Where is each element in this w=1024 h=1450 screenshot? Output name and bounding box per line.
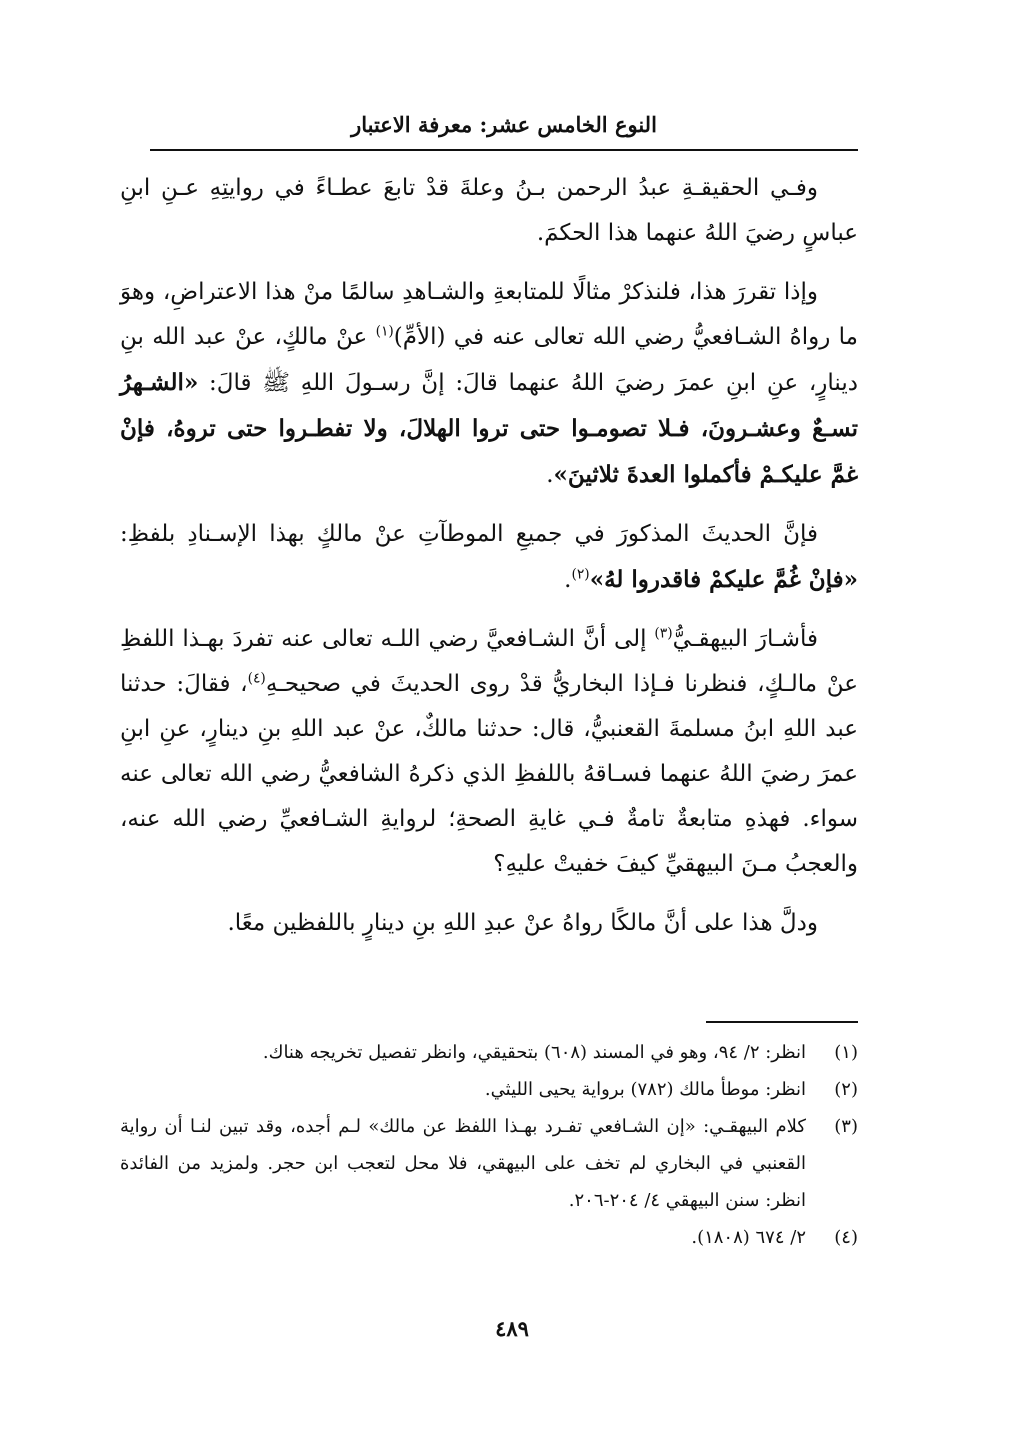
footnote-number: (٢) [834,1079,858,1100]
footnote-3 [120,1108,858,1219]
footnote-2 [120,1071,858,1108]
header-rule [150,149,858,151]
footnote-number: (٣) [834,1116,858,1137]
paragraph-3-end: . [564,567,572,593]
footnote-ref-4[interactable]: (٤) [247,670,266,687]
paragraph-1 [120,166,858,256]
paragraph-3-part-a: فإنَّ الحديثَ المذكورَ في جميعِ الموطآتِ عنْ مالكٍ بهذا الإسـنادِ بلفظِ: [120,521,818,547]
footnote-separator [706,1021,858,1023]
footnote-text: انظر: ٢/ ٩٤، وهو في المسند (٦٠٨) بتحقيقي، وانظر تفصيل تخريجه هناك. [262,1042,806,1063]
footnote-text: كلام البيهقـي: «إن الشـافعي تفـرد بهـذا اللفظ عن مالك» لـم أجده، وقد تبين لنـا أن رواية القعنبي في البخاري لم تخف على البيهقي، فلا محل لتعجب ابن حجر. ولمزيد من الفائدة انظر: سنن البيهقي ٤/ ٢٠٤-٢٠٦. [120,1116,806,1211]
paragraph-2-part-a: وإذا تقررَ هذا، فلنذكرْ مثالًا للمتابعةِ والشـاهدِ سالمًا منْ هذا الاعتراضِ، وهوَ ما رواهُ الشـافعيُّ رضي الله تعالى عنه في (الأمِّ) [120,279,858,350]
footnote-1 [120,1034,858,1071]
footnotes [120,1034,858,1256]
hadith-quote-1: «الشـهرُ تسـعٌ وعشـرونَ، فـلا تصومـوا حتى تروا الهلالَ، ولا تفطـروا حتى تروهُ، فإنْ غمَّ عليكـمْ فأكملوا العدةَ ثلاثينَ» [120,369,858,488]
page-number: ٤٨٩ [495,1316,529,1341]
paragraph-5-text: ودلَّ هذا على أنَّ مالكًا رواهُ عنْ عبدِ اللهِ بنِ دينارٍ باللفظين معًا. [227,910,818,936]
paragraph-4-part-c: ، فقالَ: حدثنا عبد اللهِ ابنُ مسلمةَ القعنبيُّ، قال: حدثنا مالكٌ، عنْ عبد اللهِ بنِ دينارٍ، عنِ ابنِ عمرَ رضيَ اللهُ عنهما فسـاقهُ باللفظِ الذي ذكرهُ الشافعيُّ رضي الله تعالى عنه سواء. فهذهِ متابعةٌ تامةٌ فـي غايةِ الصحةِ؛ لروايةِ الشـافعيِّ رضي الله عنه، والعجبُ مـنَ البيهقيِّ كيفَ خفيتْ عليهِ؟ [120,671,858,877]
hadith-quote-2: «فإنْ غُمَّ عليكمْ فاقدروا لهُ» [589,566,858,593]
footnote-number: (٤) [834,1227,858,1248]
footnote-ref-2[interactable]: (٢) [571,566,590,583]
paragraph-3 [120,512,858,603]
footnote-ref-1[interactable]: (١) [375,323,394,340]
paragraph-2 [120,270,858,498]
paragraph-2-part-b: عنْ مالكٍ، عنْ عبد الله بنِ دينارٍ، عنِ ابنِ عمرَ رضيَ اللهُ عنهما قالَ: إنَّ رسـولَ اللهِ ﷺ قالَ: [120,324,858,396]
footnote-ref-3[interactable]: (٣) [654,625,673,642]
footnote-number: (١) [834,1042,858,1063]
paragraph-4 [120,617,858,887]
paragraph-4-part-a: فأشـارَ البيهقـيُّ [672,626,818,652]
footnote-text: ٢/ ٦٧٤ (١٨٠٨). [691,1227,806,1248]
paragraph-5 [120,901,858,946]
footnote-text: انظر: موطأ مالك (٧٨٢) برواية يحيى الليثي. [484,1079,806,1100]
paragraph-1-text: وفـي الحقيقـةِ عبدُ الرحمن بـنُ وعلةَ قدْ تابعَ عطـاءً في روايتِهِ عـنِ ابنِ عباسٍ رضيَ اللهُ عنهما هذا الحكمَ. [120,175,858,246]
footnote-4 [120,1219,858,1256]
running-header: النوع الخامس عشر: معرفة الاعتبار [351,112,657,137]
paragraph-4-part-b: إلى أنَّ الشـافعيَّ رضي اللـه تعالى عنه تفردَ بهـذا اللفظِ عنْ مالـكٍ، فنظرنا فـإذا البخاريُّ قدْ روى الحديثَ في صحيحـهِ [120,626,858,697]
paragraph-2-end: . [546,462,554,488]
main-text [120,166,858,960]
